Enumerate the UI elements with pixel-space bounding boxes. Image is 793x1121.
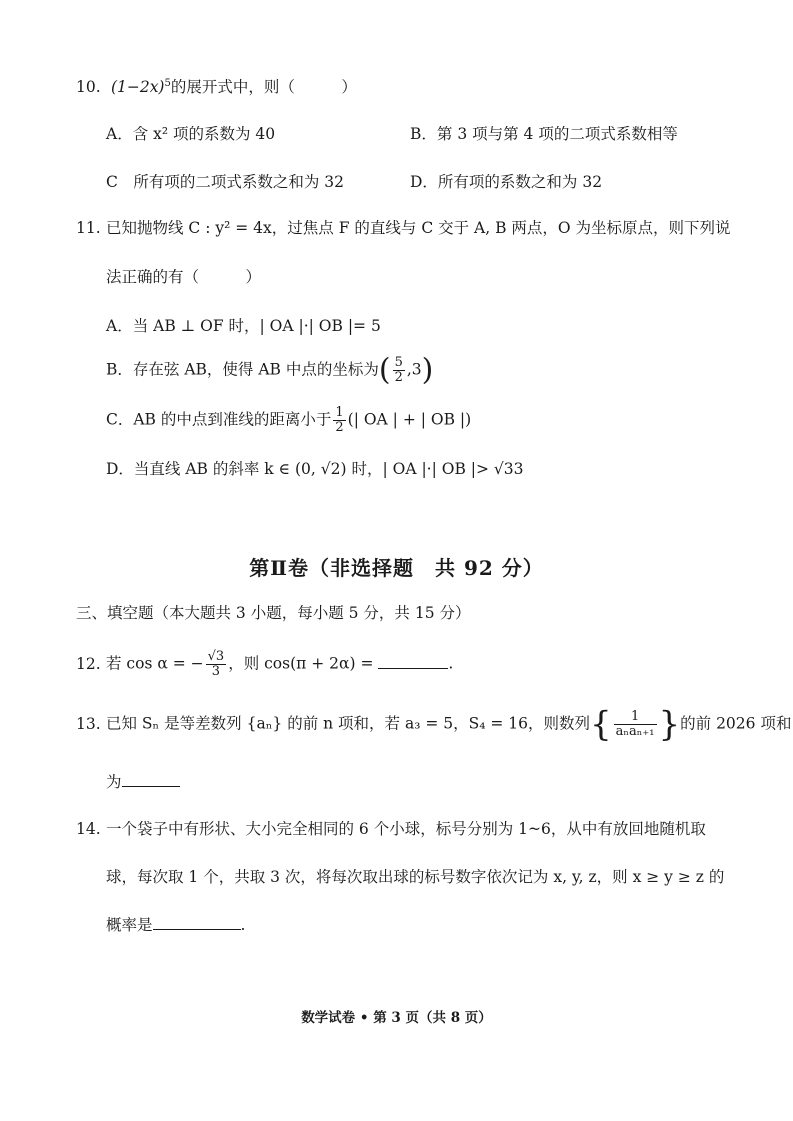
q11-option-b-text: B．存在弦 AB，使得 AB 中点的坐标为	[106, 360, 379, 379]
fraction-numerator: 5	[394, 355, 403, 370]
q11-c-fraction	[333, 406, 345, 435]
question-11-stem	[76, 217, 731, 239]
q14-line2: 球，每次取 1 个，共取 3 次，将每次取出球的标号数字依次记为 x, y, z，则 x ≥ y ≥ z 的	[106, 868, 725, 886]
q12-prefix: 若 cos α = −	[106, 654, 204, 673]
fraction-numerator: √3	[207, 649, 225, 664]
q10-expression: (1−2x)	[110, 78, 165, 97]
q13-suffix: 的前 2026 项和	[680, 714, 792, 733]
question-number: 14.	[76, 820, 101, 838]
fraction-denominator: 3	[211, 664, 221, 679]
question-13	[76, 704, 792, 745]
q14-end: .	[240, 916, 246, 934]
q10-option-c: C 所有项的二项式系数之和为 32	[106, 173, 345, 191]
right-brace: }	[658, 704, 681, 745]
q11-option-c	[106, 406, 471, 435]
question-number: 10.	[76, 78, 101, 97]
q10-option-a: A．含 x² 项的系数为 40	[106, 125, 276, 143]
q14-line3	[106, 913, 245, 936]
q14-line3-text: 概率是	[106, 916, 153, 934]
section-2-title: 第Ⅱ卷（非选择题 共 92 分）	[249, 556, 544, 580]
page-footer: 数学试卷 • 第 3 页（共 8 页）	[301, 1010, 492, 1026]
question-number: 13.	[76, 714, 101, 733]
q11-stem-line1: 已知抛物线 C : y² = 4x，过焦点 F 的直线与 C 交于 A, B 两点，O 为坐标原点，则下列说	[106, 219, 731, 237]
fraction-denominator: 2	[335, 420, 344, 435]
q11-option-d: D．当直线 AB 的斜率 k ∈ (0, √2) 时，| OA |·| OB |> √33	[106, 460, 524, 478]
left-paren: (	[378, 352, 391, 388]
question-10-stem	[76, 73, 357, 98]
fraction-numerator: 1	[335, 405, 344, 420]
answer-blank[interactable]	[122, 770, 180, 787]
q14-line1: 一个袋子中有形状、大小完全相同的 6 个小球，标号分别为 1~6，从中有放回地随机取	[106, 820, 706, 838]
q10-exponent: 5	[164, 78, 171, 89]
q12-fraction	[206, 650, 227, 679]
fraction-denominator: aₙaₙ₊₁	[615, 724, 655, 739]
q13-line2	[106, 770, 180, 793]
q12-end: .	[448, 654, 454, 673]
question-12	[76, 650, 453, 679]
q11-option-c-suffix: (| OA | + | OB |)	[347, 410, 472, 429]
question-number: 12.	[76, 654, 101, 673]
section-3-header: 三、填空题（本大题共 3 小题，每小题 5 分，共 15 分）	[76, 604, 471, 622]
left-brace: {	[590, 704, 612, 745]
q13-prefix: 已知 Sₙ 是等差数列 {aₙ} 的前 n 项和，若 a₃ = 5，S₄ = 16，则数列	[106, 714, 591, 733]
answer-blank[interactable]	[378, 652, 448, 669]
fraction-denominator: 2	[394, 370, 403, 385]
q11-option-b-suffix: ,3	[406, 360, 422, 379]
q13-line2-text: 为	[106, 773, 122, 791]
q12-suffix: ，则 cos(π + 2α) =	[228, 654, 374, 673]
q11-b-fraction	[393, 356, 405, 385]
fraction-numerator: 1	[614, 710, 657, 725]
answer-blank[interactable]	[153, 913, 241, 930]
q10-option-b: B．第 3 项与第 4 项的二项式系数相等	[410, 125, 678, 143]
right-paren: )	[421, 352, 434, 388]
question-number: 11.	[76, 219, 101, 237]
q10-stem-text: 的展开式中，则（ ）	[170, 78, 357, 97]
q13-fraction	[614, 710, 657, 739]
question-14-stem	[76, 818, 706, 840]
q11-option-a: A．当 AB ⊥ OF 时，| OA |·| OB |= 5	[106, 317, 381, 335]
q11-option-c-text: C．AB 的中点到准线的距离小于	[106, 410, 332, 429]
q11-stem-line2: 法正确的有（ ）	[106, 268, 262, 286]
q10-option-d: D．所有项的系数之和为 32	[410, 173, 603, 191]
q11-option-b	[106, 352, 434, 388]
